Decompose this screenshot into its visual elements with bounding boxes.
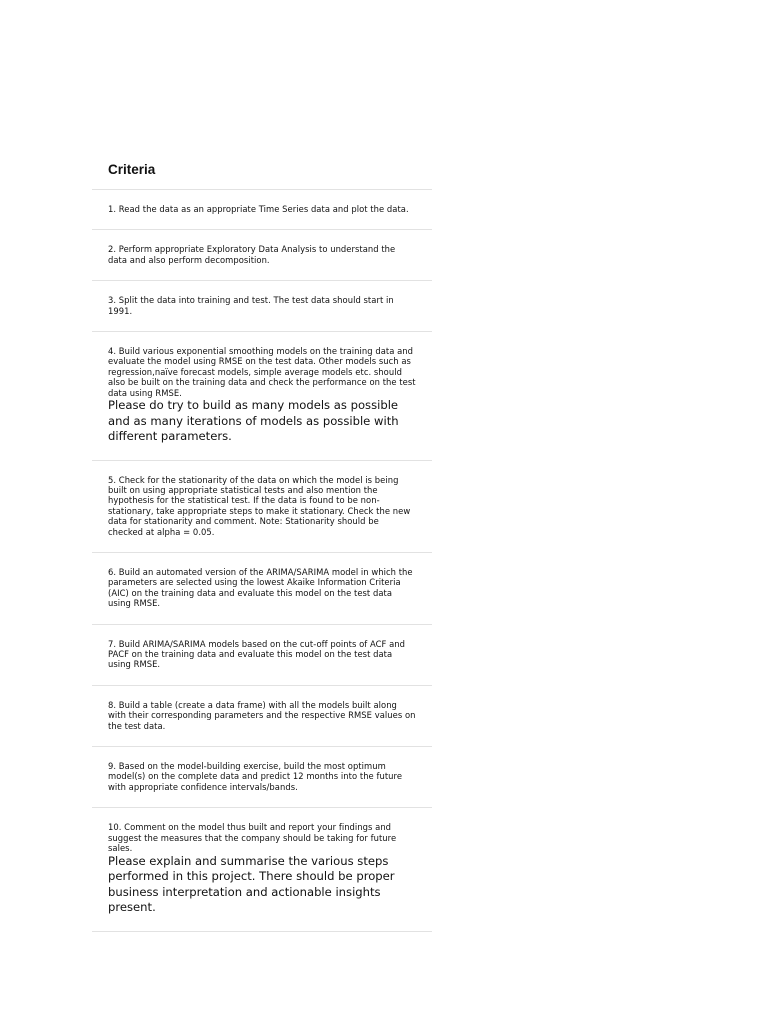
criteria-item-6 <box>92 553 432 625</box>
criteria-text: 3. Split the data into training and test. The test data should start in 1991. <box>108 295 394 316</box>
criteria-item-3 <box>92 281 432 332</box>
criteria-text: 5. Check for the stationarity of the data on which the model is being built on using appropriate statistical tests and also mention the hypothesis for the statistical test. If the data is found to be non-stationary, take appropriate steps to make it stationary. Check the new data for stationarity and comment. Note: Stationarity should be checked at alpha = 0.05. <box>108 474 411 537</box>
criteria-note: Please explain and summarise the various steps performed in this project. There should be proper business interpretation and actionable insights present. <box>108 853 395 914</box>
criteria-text: 10. Comment on the model thus built and report your findings and suggest the measures that the company should be taking for future sales. <box>108 822 397 854</box>
criteria-text: 8. Build a table (create a data frame) with all the models built along with their corresponding parameters and the respective RMSE values on the test data. <box>108 699 416 731</box>
criteria-item-1 <box>92 190 432 230</box>
criteria-title: Criteria <box>92 156 432 190</box>
criteria-panel <box>92 156 432 932</box>
criteria-text: 9. Based on the model-building exercise, build the most optimum model(s) on the complete data and predict 12 months into the future with appropriate confidence intervals/bands. <box>108 761 403 792</box>
criteria-item-2 <box>92 230 432 281</box>
criteria-text: 2. Perform appropriate Exploratory Data Analysis to understand the data and also perform decomposition. <box>108 244 396 265</box>
criteria-text: 6. Build an automated version of the ARIMA/SARIMA model in which the parameters are selected using the lowest Akaike Information Criteria (AIC) on the training data and evaluate this model on the test data using RMSE. <box>108 567 413 609</box>
criteria-list <box>92 190 432 932</box>
criteria-text: 7. Build ARIMA/SARIMA models based on the cut-off points of ACF and PACF on the training data and evaluate this model on the test data using RMSE. <box>108 638 405 670</box>
criteria-text: 1. Read the data as an appropriate Time Series data and plot the data. <box>108 204 409 214</box>
criteria-item-4 <box>92 332 432 461</box>
criteria-item-8 <box>92 686 432 747</box>
criteria-item-10 <box>92 808 432 931</box>
criteria-item-7 <box>92 625 432 686</box>
criteria-item-5 <box>92 461 432 553</box>
criteria-note: Please do try to build as many models as possible and as many iterations of models as possible with different parameters. <box>108 398 399 444</box>
criteria-item-9 <box>92 747 432 808</box>
criteria-text: 4. Build various exponential smoothing models on the training data and evaluate the model using RMSE on the test data. Other models such as regression,naïve forecast models, simple average models etc. should also be built on the training data and check the performance on the test data using RMSE. <box>108 346 416 398</box>
